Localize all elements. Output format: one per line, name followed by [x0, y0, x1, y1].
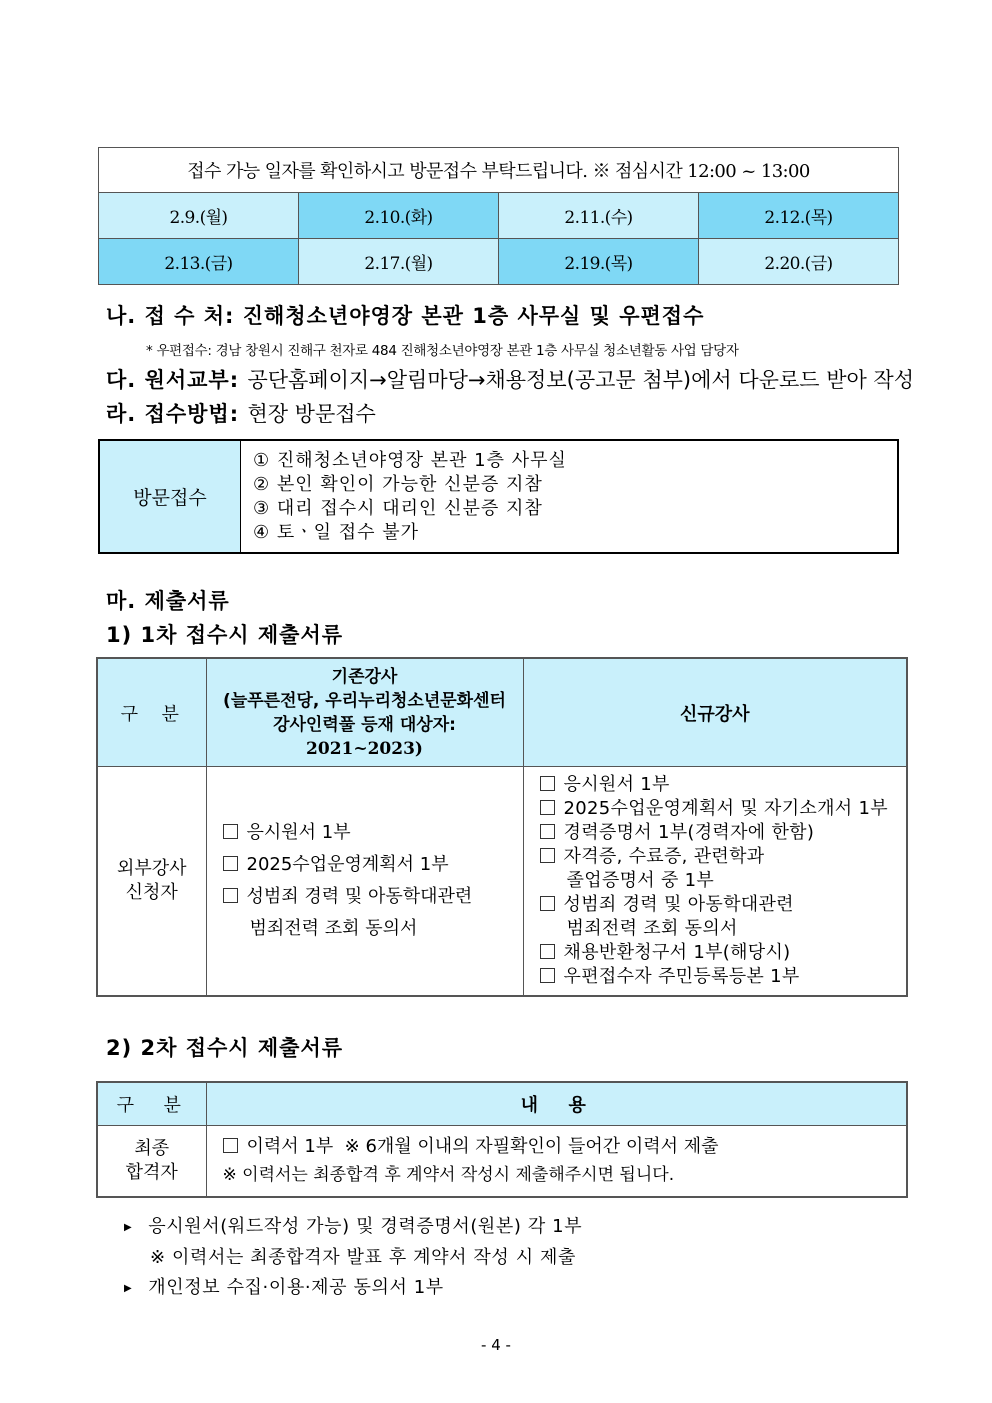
date-cell: 2.13.(금) — [99, 239, 299, 285]
content-note: ※ 이력서는 최종합격 후 계약서 작성시 제출해주시면 됩니다. — [222, 1165, 675, 1185]
checkbox-item — [223, 849, 523, 881]
schedule-table — [98, 147, 899, 285]
checkbox-label: 성범죄 경력 및 아동학대관련 — [563, 894, 794, 915]
section-label: 나. 접 수 처: — [106, 304, 235, 328]
applicant-line: 신청자 — [125, 882, 178, 903]
checkbox-label: 경력증명서 1부(경력자에 한함) — [563, 822, 815, 843]
mail-note: * 우편접수: 경남 창원시 진해구 천자로 484 진해청소년야영장 본관 1층 사무실 청소년활동 사업 담당자 — [146, 343, 739, 359]
date-cell: 2.9.(월) — [99, 193, 299, 239]
date-cell: 2.20.(금) — [699, 239, 899, 285]
bullet-list — [124, 1212, 582, 1304]
checkbox-icon — [540, 800, 555, 815]
visit-item: ③ 대리 접수시 대리인 신분증 지참 — [253, 497, 543, 519]
header-content: 내 용 — [206, 1082, 907, 1126]
checkbox-item — [540, 965, 907, 989]
schedule-header: 접수 가능 일자를 확인하시고 방문접수 부탁드립니다. ※ 점심시간 12:00 ~ 13:00 — [99, 148, 899, 193]
section-value: 현장 방문접수 — [247, 402, 376, 426]
checkbox-label: 우편접수자 주민등록등본 1부 — [563, 966, 800, 987]
section-documents: 마. 제출서류 — [106, 589, 230, 613]
applicant-line: 외부강사 — [116, 858, 187, 879]
header-category: 구 분 — [97, 658, 206, 767]
visit-label: 방문접수 — [99, 440, 241, 553]
header-existing — [206, 658, 523, 767]
checkbox-label: 응시원서 1부 — [563, 774, 670, 795]
bullet-triangle-icon: ▶ — [124, 1283, 133, 1294]
checkbox-item — [223, 1133, 907, 1161]
page-number: - 4 - — [481, 1336, 511, 1354]
section-form-distribution — [106, 364, 914, 394]
bullet-triangle-icon: ▶ — [124, 1222, 133, 1233]
checkbox-item — [540, 797, 907, 821]
section-label: 라. 접수방법: — [106, 402, 240, 426]
date-cell: 2.10.(화) — [299, 193, 499, 239]
header-new: 신규강사 — [523, 658, 907, 767]
bullet-note: ※ 이력서는 최종합격자 발표 후 계약서 작성 시 제출 — [150, 1247, 577, 1268]
existing-docs — [206, 767, 523, 997]
visit-item: ④ 토ㆍ일 접수 불가 — [253, 521, 420, 543]
new-docs — [523, 767, 907, 997]
visit-item: ① 진해청소년야영장 본관 1층 사무실 — [253, 449, 567, 471]
checkbox-item — [540, 773, 907, 797]
section-label: 다. 원서교부: — [106, 368, 240, 392]
header-line: (늘푸른전당, 우리누리청소년문화센터 — [223, 690, 506, 711]
checkbox-label: 이력서 1부 ※ 6개월 이내의 자필확인이 들어간 이력서 제출 — [246, 1136, 719, 1157]
first-docs-table — [96, 657, 908, 997]
checkbox-icon — [223, 856, 238, 871]
checkbox-label: 성범죄 경력 및 아동학대관련 — [246, 886, 473, 907]
header-line: 기존강사 — [331, 666, 398, 687]
header-line: 강사인력풀 등재 대상자: — [273, 714, 456, 735]
applicant-label — [97, 767, 206, 997]
checkbox-item — [223, 817, 523, 849]
checkbox-icon — [540, 944, 555, 959]
section-value: 공단홈페이지→알림마당→채용정보(공고문 첨부)에서 다운로드 받아 작성 — [247, 368, 915, 392]
section-reception-place — [106, 300, 704, 330]
checkbox-continuation: 범죄전력 조회 동의서 — [249, 918, 418, 939]
checkbox-continuation: 졸업증명서 중 1부 — [566, 870, 715, 891]
checkbox-label: 2025수업운영계획서 1부 — [246, 854, 449, 875]
checkbox-item — [223, 881, 523, 913]
visit-items — [241, 440, 899, 553]
final-label-line: 합격자 — [125, 1162, 178, 1183]
header-line: 2021~2023) — [306, 738, 423, 759]
checkbox-icon — [540, 776, 555, 791]
checkbox-item — [540, 821, 907, 845]
checkbox-icon — [540, 968, 555, 983]
final-label-line: 최종 — [134, 1138, 170, 1159]
section-reception-method — [106, 398, 376, 428]
bullet-text: 응시원서(워드작성 가능) 및 경력증명서(원본) 각 1부 — [148, 1216, 583, 1237]
checkbox-label: 자격증, 수료증, 관련학과 — [563, 846, 765, 867]
checkbox-item — [540, 893, 907, 917]
visit-item: ② 본인 확인이 가능한 신분증 지참 — [253, 473, 543, 495]
bullet-item — [124, 1273, 582, 1304]
checkbox-icon — [540, 896, 555, 911]
subsection-second: 2) 2차 접수시 제출서류 — [106, 1036, 344, 1060]
checkbox-icon — [540, 824, 555, 839]
second-docs-table — [96, 1081, 908, 1198]
subsection-first: 1) 1차 접수시 제출서류 — [106, 623, 344, 647]
date-cell: 2.12.(목) — [699, 193, 899, 239]
date-cell: 2.11.(수) — [499, 193, 699, 239]
checkbox-label: 응시원서 1부 — [246, 822, 351, 843]
checkbox-item — [540, 845, 907, 869]
visit-table — [98, 439, 899, 554]
date-cell: 2.17.(월) — [299, 239, 499, 285]
checkbox-item — [540, 941, 907, 965]
final-label — [97, 1126, 206, 1198]
checkbox-label: 2025수업운영계획서 및 자기소개서 1부 — [563, 798, 888, 819]
checkbox-label: 채용반환청구서 1부(해당시) — [563, 942, 791, 963]
section-value: 진해청소년야영장 본관 1층 사무실 및 우편접수 — [242, 304, 705, 328]
checkbox-icon — [223, 1138, 238, 1153]
bullet-text: 개인정보 수집·이용·제공 동의서 1부 — [148, 1277, 444, 1298]
checkbox-icon — [223, 888, 238, 903]
checkbox-continuation: 범죄전력 조회 동의서 — [566, 918, 738, 939]
checkbox-icon — [540, 848, 555, 863]
final-content — [206, 1126, 907, 1198]
checkbox-icon — [223, 824, 238, 839]
header-category: 구 분 — [97, 1082, 206, 1126]
bullet-item — [124, 1212, 582, 1243]
date-cell: 2.19.(목) — [499, 239, 699, 285]
